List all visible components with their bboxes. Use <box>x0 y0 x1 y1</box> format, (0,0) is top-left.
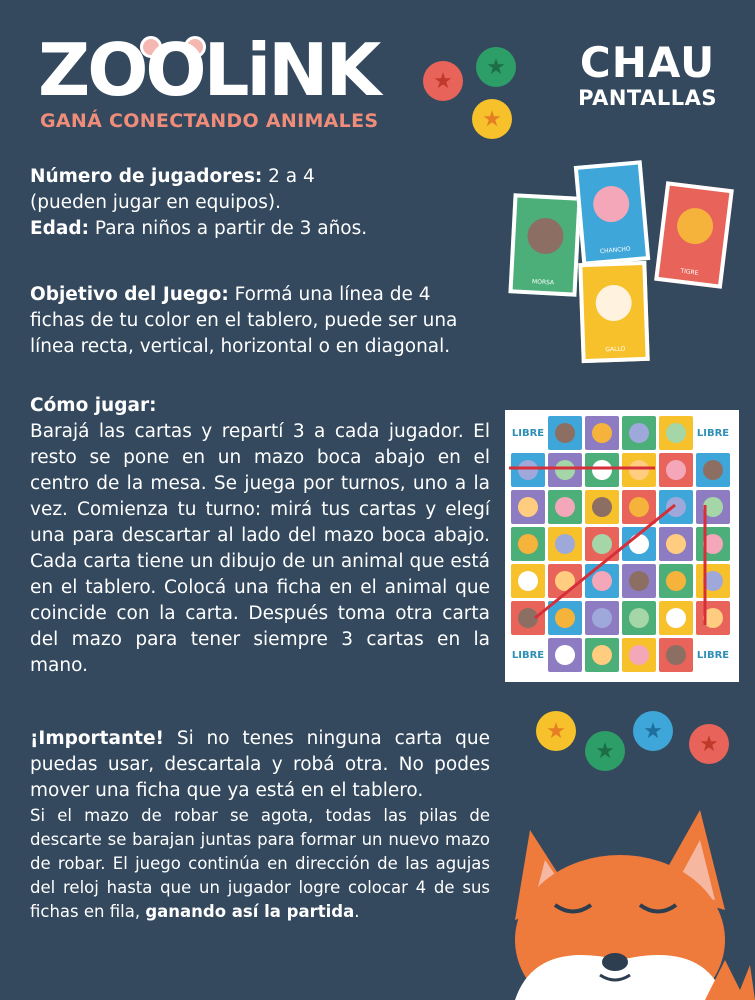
objective-section <box>30 282 480 360</box>
walrus-icon <box>527 217 565 255</box>
players-note: (pueden jugar en equipos). <box>30 192 282 213</box>
chip-yellow-star-icon: ★ <box>536 711 576 751</box>
players-value: 2 a 4 <box>262 166 315 187</box>
card-morsa <box>508 193 581 296</box>
game-board <box>505 410 739 682</box>
players-label: Número de jugadores: <box>30 166 263 187</box>
important-section <box>30 726 490 924</box>
chip-red-star-icon: ★ <box>423 61 463 101</box>
howto-title: Cómo jugar: <box>30 395 157 416</box>
important-label: ¡Importante! <box>30 728 164 749</box>
board-free-cell: LIBRE <box>696 638 730 672</box>
card-label: MORSA <box>531 278 555 287</box>
howto-section <box>30 393 490 679</box>
board-free-cell: LIBRE <box>511 638 545 672</box>
chip-yellow-star-icon: ★ <box>472 99 512 139</box>
fox-icon <box>495 790 755 1000</box>
logo-text: ZOOLiNK <box>38 28 379 112</box>
board-free-cell: LIBRE <box>696 416 730 450</box>
pig-icon <box>592 184 631 223</box>
winning-line <box>535 505 675 618</box>
chip-green-star-icon: ★ <box>585 731 625 771</box>
card-label: TIGRE <box>680 267 699 277</box>
age-label: Edad: <box>30 218 90 239</box>
important-text-1: Si no tenes ninguna carta que puedas usar, descartala y robá otra. No podes mover una ficha que ya está en el tablero. <box>30 728 490 801</box>
logo-tagline: GANÁ CONECTANDO ANIMALES <box>40 110 379 132</box>
card-chancho <box>574 160 650 266</box>
card-label: GALLO <box>605 345 626 354</box>
age-value: Para niños a partir de 3 años. <box>89 218 368 239</box>
brand-line-1: CHAU <box>579 38 716 87</box>
objective-label: Objetivo del Juego: <box>30 284 229 305</box>
rooster-icon <box>595 284 632 321</box>
card-gallo <box>578 261 649 363</box>
chip-green-star-icon: ★ <box>476 47 516 87</box>
card-label: CHANCHO <box>599 245 631 256</box>
objective-text: Formá una línea de 4 fichas de tu color en el tablero, puede ser una línea recta, vertical, horizontal o en diagonal. <box>30 284 458 357</box>
board-free-cell: LIBRE <box>511 416 545 450</box>
tiger-icon <box>675 206 715 246</box>
players-section <box>30 164 470 242</box>
card-tigre <box>654 181 734 289</box>
chip-blue-star-icon: ★ <box>633 711 673 751</box>
brand-mark <box>578 38 717 110</box>
chip-red-star-icon: ★ <box>689 724 729 764</box>
important-end: . <box>354 902 360 921</box>
important-text-2: Si el mazo de robar se agota, todas las pilas de descarte se barajan juntas para formar un nuevo mazo de robar. El juego continúa en dirección de las agujas del reloj hasta que un jugador logre colocar 4 de sus fichas en fila, <box>30 806 490 921</box>
howto-text: Barajá las cartas y repartí 3 a cada jugador. El resto se pone en un mazo boca abajo en el centro de la mesa. Se juega por turnos, uno a la vez. Comienza tu turno: mirá tus cartas y elegí una para descartar al lado del mazo boca abajo. Cada carta tiene un dibujo de un animal que está en el tablero. Colocá una ficha en el animal que coincide con la carta. Después toma otra carta del mazo para tener siempre 3 cartas en la mano. <box>30 421 490 676</box>
important-bold-end: ganando así la partida <box>145 902 355 921</box>
brand-line-2: PANTALLAS <box>578 86 717 110</box>
board-lines <box>505 410 739 682</box>
